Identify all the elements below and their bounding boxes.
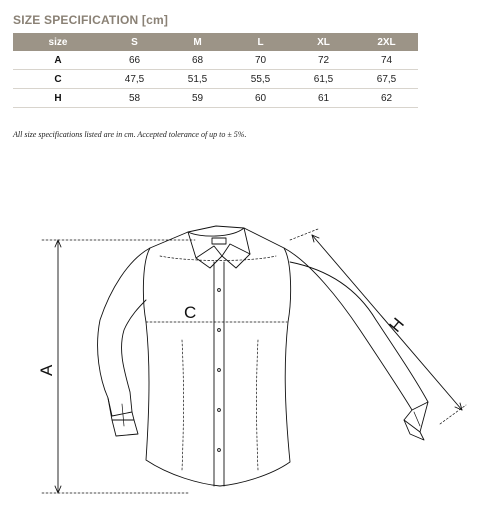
dimension-h-line xyxy=(290,229,466,424)
header-m: M xyxy=(166,33,229,51)
table-cell: 61,5 xyxy=(292,70,355,89)
table-cell: 58 xyxy=(103,89,166,108)
table-cell: 67,5 xyxy=(355,70,418,89)
table-cell: 68 xyxy=(166,51,229,70)
header-size: size xyxy=(13,33,103,51)
table-cell: 61 xyxy=(292,89,355,108)
dimension-c-label: C xyxy=(184,303,197,322)
row-label: H xyxy=(13,89,103,108)
table-cell: 70 xyxy=(229,51,292,70)
header-xl: XL xyxy=(292,33,355,51)
dimension-a-label: A xyxy=(37,364,56,376)
dimension-h-label: H xyxy=(385,314,408,336)
shirt-buttons xyxy=(218,289,221,452)
table-cell: 62 xyxy=(355,89,418,108)
table-cell: 66 xyxy=(103,51,166,70)
table-cell: 72 xyxy=(292,51,355,70)
page-title: SIZE SPECIFICATION [cm] xyxy=(13,13,169,27)
table-cell: 47,5 xyxy=(103,70,166,89)
table-cell: 74 xyxy=(355,51,418,70)
header-2xl: 2XL xyxy=(355,33,418,51)
tolerance-note: All size specifications listed are in cm. Accepted tolerance of up to ± 5%. xyxy=(13,130,247,139)
row-label: A xyxy=(13,51,103,70)
shirt-outline xyxy=(98,226,428,486)
row-label: C xyxy=(13,70,103,89)
table-cell: 51,5 xyxy=(166,70,229,89)
header-l: L xyxy=(229,33,292,51)
dimension-a-line xyxy=(42,240,195,493)
table-cell: 59 xyxy=(166,89,229,108)
table-cell: 55,5 xyxy=(229,70,292,89)
table-cell: 60 xyxy=(229,89,292,108)
header-s: S xyxy=(103,33,166,51)
